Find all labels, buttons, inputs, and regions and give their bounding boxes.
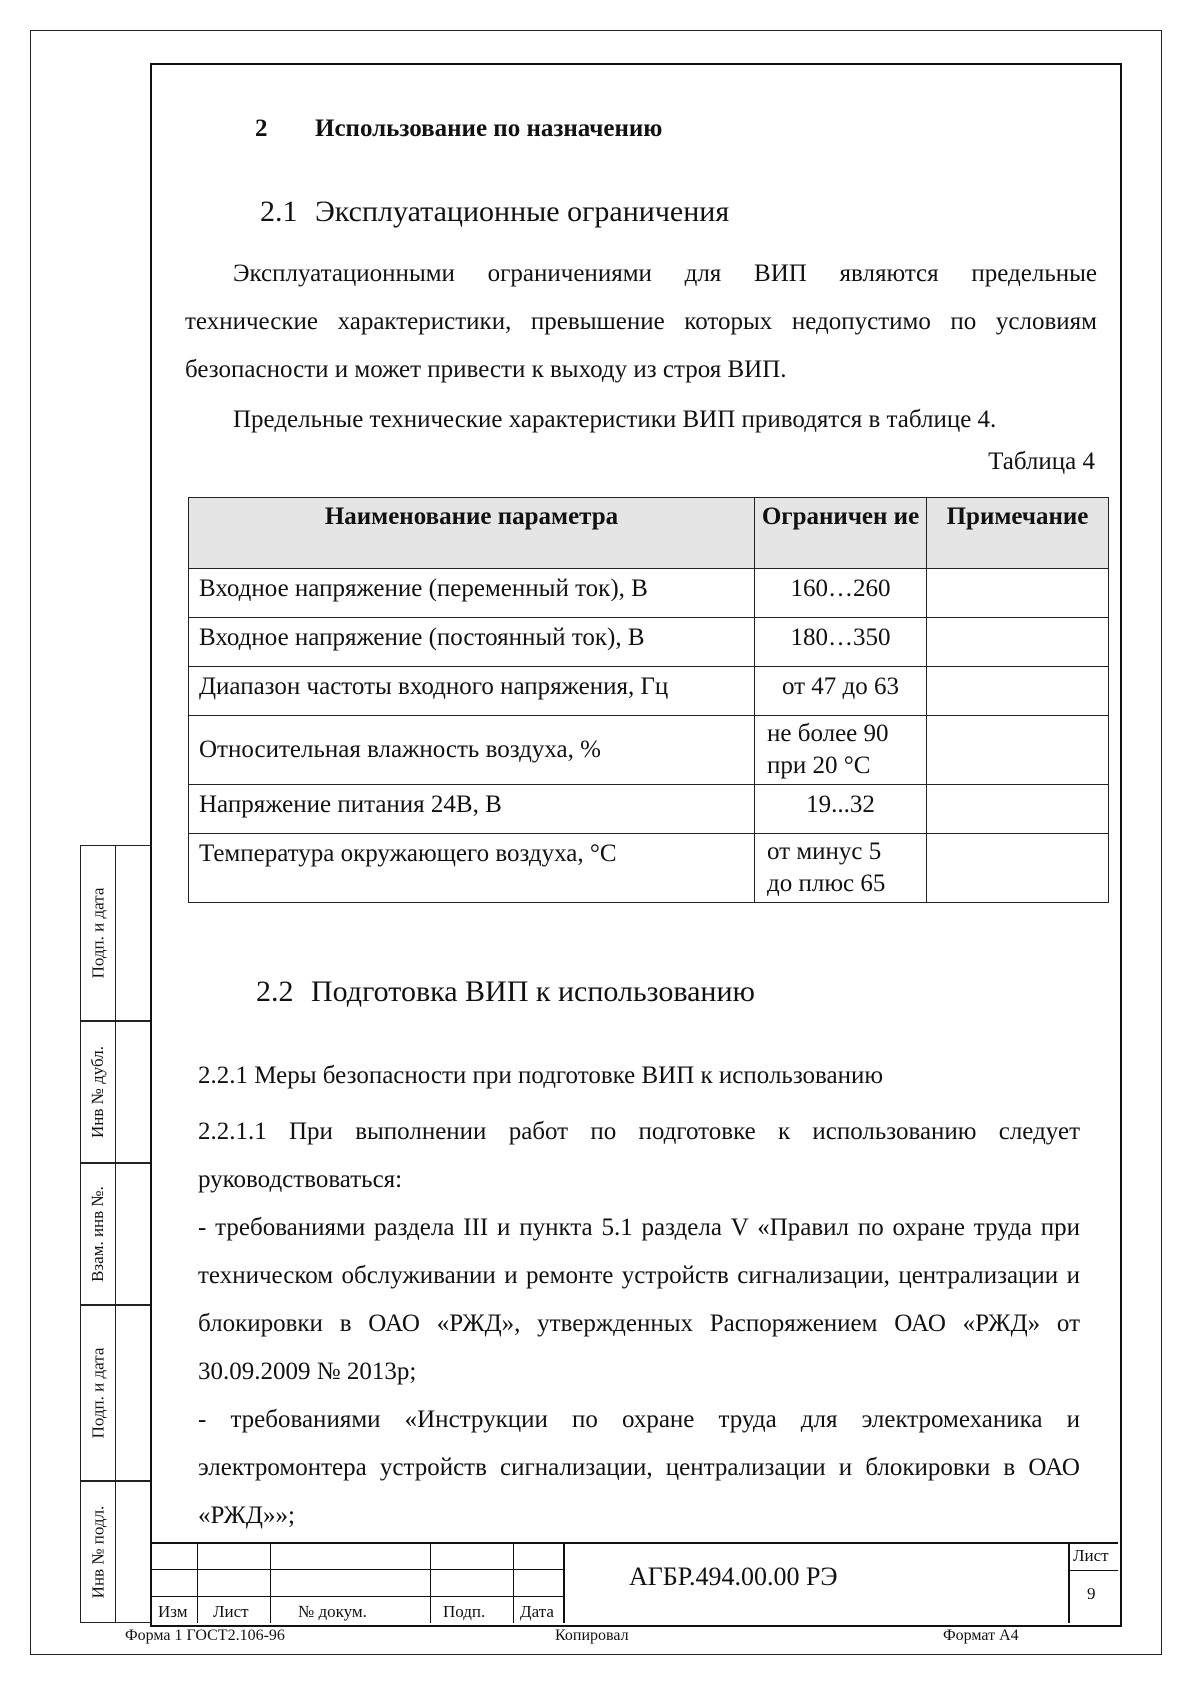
footer-copied: Копировал (555, 1627, 629, 1644)
param-cell: Входное напряжение (постоянный ток), В (189, 618, 755, 667)
section-heading (255, 115, 662, 143)
limit-cell: 19...32 (755, 785, 927, 834)
param-cell: Температура окружающего воздуха, °С (189, 834, 755, 903)
paragraph-2-2-1-1 (198, 1108, 1080, 1204)
param-cell: Диапазон частоты входного напряжения, Гц (189, 667, 755, 716)
param-cell: Входное напряжение (переменный ток), В (189, 569, 755, 618)
side-label: Подп. и дата (88, 887, 108, 979)
param-cell: Относительная влажность воздуха, % (189, 716, 755, 785)
note-cell (927, 569, 1109, 618)
table-row (189, 716, 1109, 785)
title-izm: Изм (158, 1602, 188, 1621)
side-stamp-inv-podl (80, 1481, 150, 1623)
section-number: 2 (255, 115, 268, 142)
subsection-2-1-title: Эксплуатационные ограничения (315, 195, 730, 228)
paragraph-table-ref (185, 396, 1097, 444)
param-cell: Напряжение питания 24В, В (189, 785, 755, 834)
note-cell (927, 785, 1109, 834)
paragraph-limits-intro (185, 250, 1097, 394)
limit-cell: 180…350 (755, 618, 927, 667)
bullet-rules-text: - требованиями раздела III и пункта 5.1 раздела V «Правил по охране труда при техническом обслуживании и ремонте устройств сигнализации, централизации и блокировки в ОАО «РЖД», утвержденных Распоряжением ОАО «РЖД» от 30.09.2009 № 2013р; (198, 1214, 1080, 1385)
note-cell (927, 618, 1109, 667)
note-cell (927, 667, 1109, 716)
title-dokum: № докум. (298, 1602, 367, 1621)
sheet-number: 9 (1087, 1584, 1096, 1603)
bullet-instruction (198, 1396, 1080, 1540)
limit-line-1: от минус 5 (767, 838, 882, 865)
footer-form: Форма 1 ГОСТ2.106-96 (125, 1627, 285, 1644)
title-list: Лист (213, 1602, 249, 1621)
limits-table (188, 497, 1109, 903)
paragraph-2-2-1 (198, 1052, 1080, 1100)
header-note: Примечание (927, 498, 1109, 569)
bullet-rules (198, 1204, 1080, 1396)
limit-line-2: при 20 °С (767, 752, 871, 779)
table-row (189, 618, 1109, 667)
paragraph-2-2-1-1-text: 2.2.1.1 При выполнении работ по подготовке к использованию следует руководствоваться: (198, 1118, 1080, 1193)
side-stamp-inv-dubl (80, 1021, 150, 1163)
note-cell (927, 834, 1109, 903)
side-label: Взам. инв №. (88, 1186, 107, 1282)
side-label: Инв № подл. (88, 1505, 107, 1599)
title-data: Дата (520, 1602, 554, 1621)
side-label: Подп. и дата (88, 1347, 108, 1439)
side-stamp-vzam-inv (80, 1163, 150, 1305)
table-row (189, 785, 1109, 834)
sheet-label: Лист (1073, 1546, 1109, 1565)
side-stamp-podp-data-1 (80, 845, 150, 1021)
side-label: Инв № дубл. (88, 1045, 108, 1139)
header-parameter: Наименование параметра (189, 498, 755, 569)
note-cell (927, 716, 1109, 785)
subsection-2-2-title: Подготовка ВИП к использованию (311, 975, 755, 1008)
limit-cell (755, 834, 927, 903)
limit-cell: от 47 до 63 (755, 667, 927, 716)
table-caption: Таблица 4 (988, 448, 1095, 475)
paragraph-limits-intro-text: Эксплуатационными ограничениями для ВИП являются предельные технические характеристики, превышение которых недопустимо по условиям безопасности и может привести к выходу из строя ВИП. (185, 260, 1097, 383)
paragraph-table-ref-text: Предельные технические характеристики ВИП приводятся в таблице 4. (233, 406, 997, 433)
header-limit: Ограничен ие (755, 498, 927, 569)
table-row (189, 667, 1109, 716)
limit-line-2: до плюс 65 (767, 870, 886, 897)
table-row (189, 834, 1109, 903)
side-stamp-podp-data-2 (80, 1305, 150, 1481)
table-row (189, 569, 1109, 618)
paragraph-2-2-1-text: 2.2.1 Меры безопасности при подготовке ВИП к использованию (198, 1062, 884, 1089)
title-podp: Подп. (443, 1602, 486, 1621)
limit-cell (755, 716, 927, 785)
limit-line-1: не более 90 (767, 720, 889, 747)
limit-cell: 160…260 (755, 569, 927, 618)
footer-format: Формат А4 (943, 1627, 1019, 1644)
table-header-row (189, 498, 1109, 569)
title-block (150, 1542, 1118, 1623)
subsection-2-2-number: 2.2 (256, 975, 294, 1008)
bullet-instruction-text: - требованиями «Инструкции по охране труда для электромеханика и электромонтера устройств сигнализации, централизации и блокировки в ОАО «РЖД»»; (198, 1406, 1080, 1529)
subsection-2-1-heading (260, 195, 729, 229)
subsection-2-2-heading (256, 975, 755, 1009)
document-number: АГБР.494.00.00 РЭ (629, 1562, 838, 1591)
subsection-2-1-number: 2.1 (260, 195, 298, 228)
section-title: Использование по назначению (315, 115, 663, 142)
